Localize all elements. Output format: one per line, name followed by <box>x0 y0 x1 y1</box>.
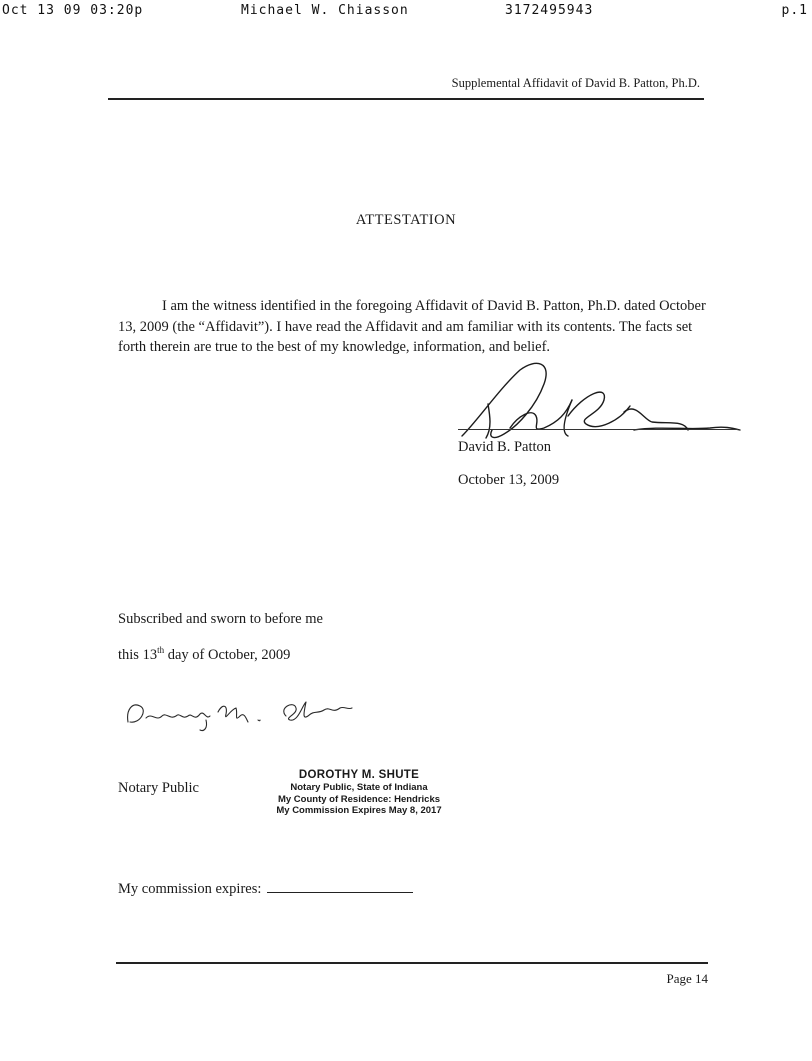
notary-stamp-state: Notary Public, State of Indiana <box>290 782 428 793</box>
attestation-title: ATTESTATION <box>355 212 457 228</box>
signature-date: October 13, 2009 <box>458 472 560 488</box>
attestation-paragraph-text: I am the witness identified in the foregoing Affidavit of David B. Patton, Ph.D. dated October 13, 2009 (the “Affidavit”). I have read the Affidavit and am familiar with its contents. The facts set forth therein are true to the best of my knowledge, information, and belief. <box>118 298 706 355</box>
sworn-date-suffix: day of October, 2009 <box>164 646 291 663</box>
notary-signature-image <box>118 692 358 736</box>
fax-datetime: Oct 13 09 03:20p <box>2 3 144 18</box>
document-header-title: Supplemental Affidavit of David B. Patton, Ph.D. <box>451 76 700 90</box>
header-divider <box>108 98 704 100</box>
signatory-name: David B. Patton <box>458 439 552 455</box>
page-number: Page 14 <box>666 971 708 986</box>
footer-divider <box>116 962 708 964</box>
commission-expires-blank <box>267 878 413 893</box>
patton-signature-line <box>458 429 738 430</box>
notary-stamp-expiry: My Commission Expires May 8, 2017 <box>276 805 442 816</box>
fax-phone: 3172495943 <box>505 3 594 18</box>
fax-page: p.1 <box>781 3 808 18</box>
notary-stamp-county: My County of Residence: Hendricks <box>277 793 441 805</box>
subscribed-line: Subscribed and sworn to before me <box>118 611 323 627</box>
fax-sender: Michael W. Chiasson <box>241 3 409 18</box>
notary-stamp-name: DOROTHY M. SHUTE <box>298 769 420 781</box>
sworn-date-prefix: this 13 <box>118 646 158 663</box>
commission-expires-line <box>118 878 413 898</box>
attestation-paragraph <box>118 296 706 358</box>
notary-public-label: Notary Public <box>118 780 199 796</box>
notary-stamp <box>254 768 464 817</box>
commission-expires-label: My commission expires: <box>118 881 262 897</box>
sworn-date-ordinal: th <box>157 645 165 655</box>
sworn-date-line <box>118 645 290 664</box>
